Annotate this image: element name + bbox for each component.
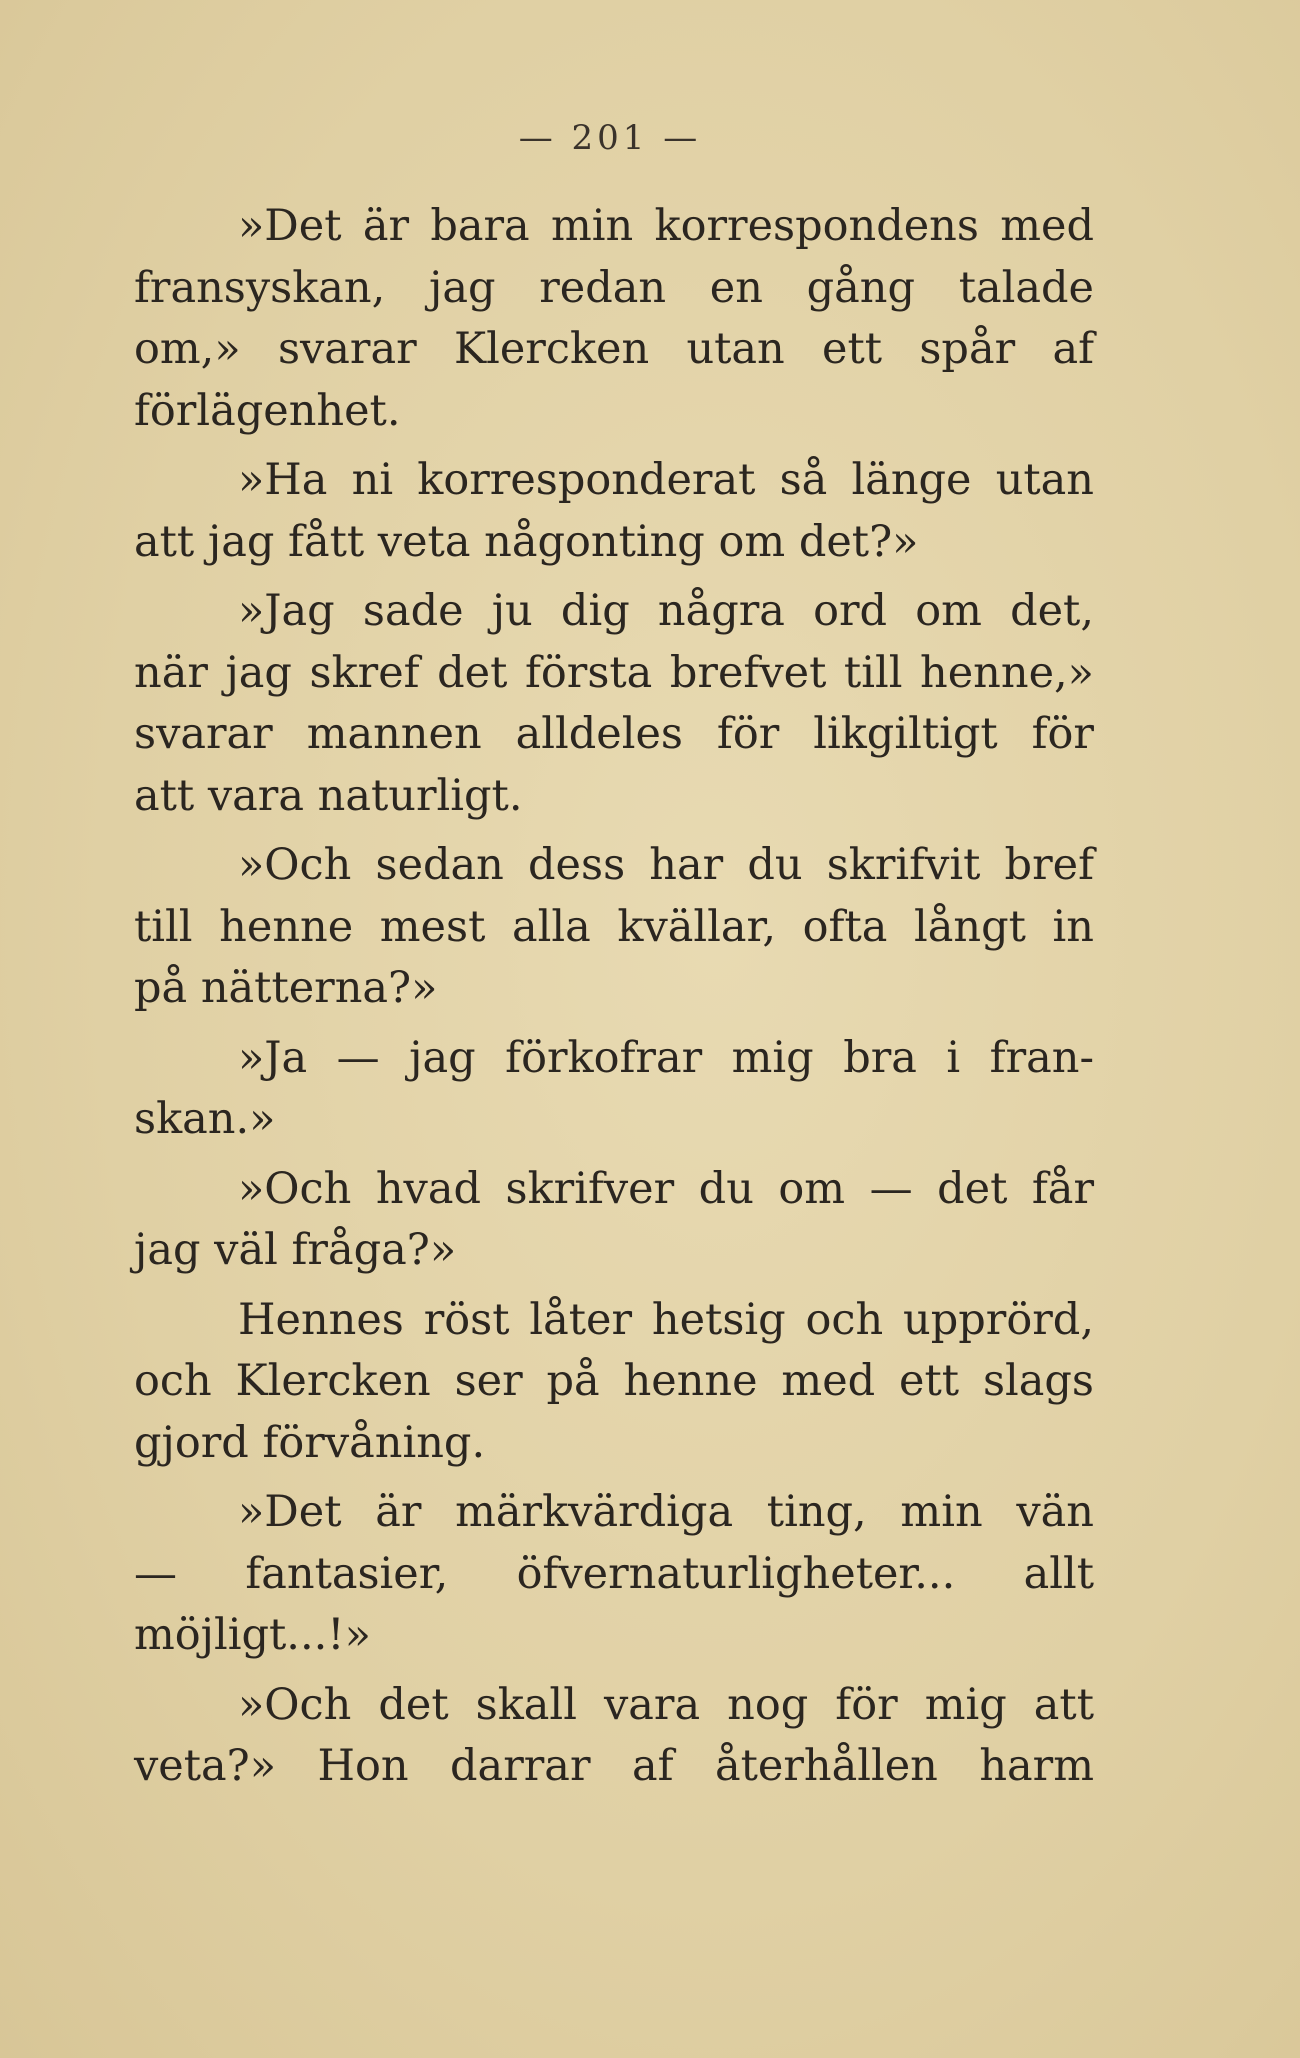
text-line: när jag skref det första brefvet till henne,»	[134, 647, 1094, 698]
text-line: »Det är märkvärdiga ting, min vän	[238, 1487, 1094, 1537]
text-line: förlägenhet.	[134, 385, 401, 436]
body-text	[134, 196, 1094, 1798]
text-line: till henne mest alla kvällar, ofta långt in	[134, 901, 1094, 952]
text-line: möjligt...!»	[134, 1610, 371, 1660]
paragraph	[134, 1159, 1094, 1282]
paragraph	[134, 1675, 1094, 1798]
text-line: »Ja — jag förkofrar mig bra i fran-	[238, 1032, 1094, 1083]
text-line: skan.»	[134, 1094, 276, 1144]
text-line: fransyskan, jag redan en gång talade	[134, 262, 1094, 313]
text-line: »Och sedan dess har du skrifvit bref	[238, 840, 1094, 890]
text-line: »Ha ni korresponderat så länge utan	[238, 455, 1094, 505]
text-line: om,» svarar Klercken utan ett spår af	[134, 324, 1094, 374]
text-line: »Det är bara min korrespondens med	[238, 201, 1094, 251]
paragraph	[134, 581, 1094, 827]
text-line: gjord förvåning.	[134, 1417, 486, 1468]
page-number: — 201 —	[518, 118, 702, 158]
text-line: svarar mannen alldeles för likgiltigt för	[134, 709, 1094, 759]
paragraph	[134, 1290, 1094, 1475]
text-line: att jag fått veta någonting om det?»	[134, 516, 919, 567]
text-line: Hennes röst låter hetsig och upprörd,	[238, 1294, 1094, 1345]
text-line: på nätterna?»	[134, 963, 438, 1013]
text-line: och Klercken ser på henne med ett slags	[134, 1356, 1094, 1406]
paragraph	[134, 1028, 1094, 1151]
paragraph	[134, 1482, 1094, 1667]
text-line: »Jag sade ju dig några ord om det,	[238, 586, 1094, 636]
text-line: »Och det skall vara nog för mig att	[238, 1679, 1094, 1730]
paragraph	[134, 835, 1094, 1020]
text-line: »Och hvad skrifver du om — det får	[238, 1163, 1094, 1214]
text-line: jag väl fråga?»	[134, 1225, 457, 1275]
text-line: veta?» Hon darrar af återhållen harm	[134, 1741, 1094, 1791]
paragraph	[134, 450, 1094, 573]
text-line: — fantasier, öfvernaturligheter... allt	[134, 1548, 1094, 1599]
paragraph	[134, 196, 1094, 442]
text-line: att vara naturligt.	[134, 770, 523, 821]
